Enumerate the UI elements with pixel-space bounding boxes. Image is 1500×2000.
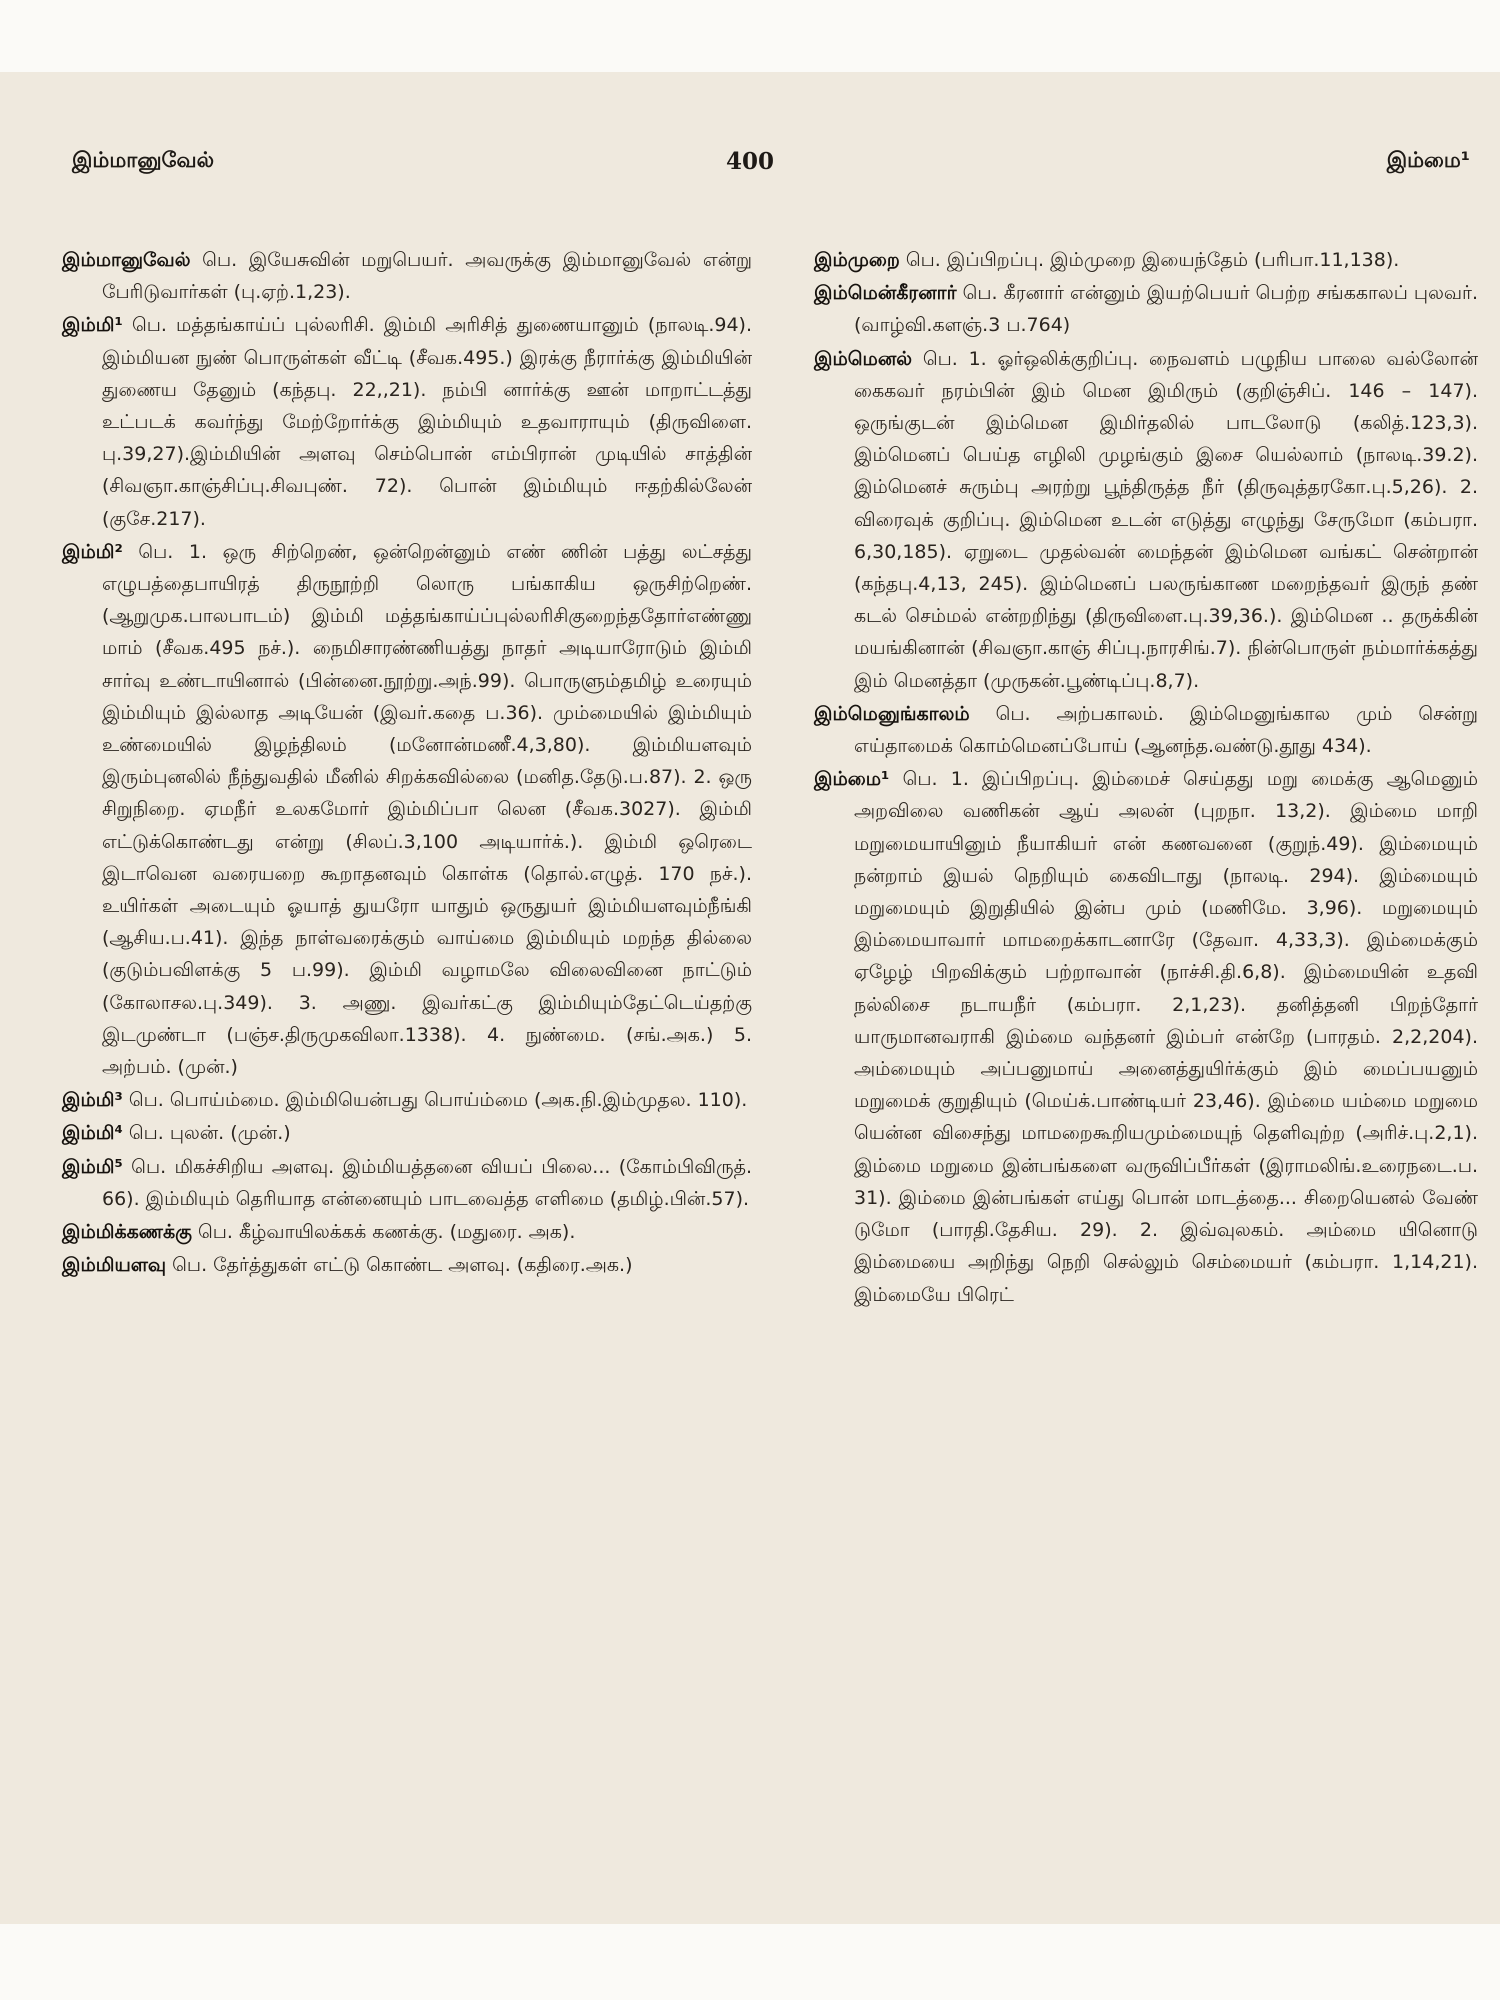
entry-headword: இம்மை¹ [814,768,890,791]
dictionary-entry [62,1117,752,1149]
dictionary-entry [62,1151,752,1215]
entry-headword: இம்மி⁵ [62,1155,123,1178]
entry-headword: இம்மி¹ [62,314,123,337]
entry-headword: இம்மிக்கணக்கு [62,1221,192,1244]
entry-headword: இம்மி² [62,540,123,563]
entry-headword: இம்மானுவேல் [62,249,191,271]
header-left-word: இம்மானுவேல் [72,148,214,172]
left-column [62,244,752,1283]
page-number: 400 [725,148,774,175]
entry-headword: இம்மியளவு [62,1254,167,1277]
entry-headword: இம்மெனுங்காலம் [814,702,970,725]
dictionary-page [0,72,1500,1924]
entry-body: பெ. 1. இப்பிறப்பு. இம்மைச் செய்தது மறு மைக்கு ஆமெனும் அறவிலை வணிகன் ஆய் அலன் (புறநா. 13,2). இம்மை மாறி மறுமையாயினும் நீயாகியர் என் கணவனை (குறுந்.49). இம்மையும் நன்றாம் இயல் நெறியும் கைவிடாது (நாலடி. 294). இம்மையும் மறுமையும் இறுதியில் இன்ப மும் (மணிமே. 3,96). மறுமையும் இம்மையாவார் மாமறைக்காடனாரே (தேவா. 4,33,3). இம்மைக்கும் ஏழேழ் பிறவிக்கும் பற்றாவான் (நாச்சி.தி.6,8). இம்மையின் உதவி நல்லிசை நடாயநீர் (கம்பரா. 2,1,23). தனித்தனி பிறந்தோர் யாருமானவராகி இம்மை வந்தனர் இம்பர் என்றே (பாரதம். 2,2,204). அம்மையும் அப்பனுமாய் அனைத்துயிர்க்கும் இம் மைப்பயனும் மறுமைக் குறுதியும் (மெய்க்.பாண்டியர் 23,46). இம்மை யம்மை மறுமை யென்ன விசைந்து மாமறைகூறியமும்மையுந் தெளிவுற்ற (அரிச்.பு.2,1). இம்மை மறுமை இன்பங்களை வருவிப்பீர்கள் (இராமலிங்.உரைநடை.ப. 31). இம்மை இன்பங்கள் எய்து பொன் மாடத்தை... சிறையெனல் வேண் டுமோ (பாரதி.தேசிய. 29). 2. இவ்வுலகம். அம்மை யினொடு இம்மையை அறிந்து நெறி செல்லும் செம்மையர் (கம்பரா. 1,14,21). இம்மையே பிரெட் [854,768,1479,1306]
entry-body: பெ. கீழ்வாயிலக்கக் கணக்கு. (மதுரை. அக). [197,1221,576,1244]
entry-body: பெ. மத்தங்காய்ப் புல்லரிசி. இம்மி அரிசித் துணையானும் (நாலடி.94). இம்மியன நுண் பொருள்கள் வீட்டி (சீவக.495.) இரக்கு நீரார்க்கு இம்மியின் துணைய தேனும் (கந்தபு. 22,,21). நம்பி னார்க்கு ஊன் மாறாட்டத்து உட்படக் கவர்ந்து மேற்றோர்க்கு இம்மியும் உதவாராயும் (திருவிளை. பு.39,27).இம்மியின் அளவு செம்பொன் எம்பிரான் முடியில் சாத்தின் (சிவஞா.காஞ்சிப்பு.சிவபுண். 72). பொன் இம்மியும் ஈதற்கில்லேன் (குசே.217). [102,314,752,530]
dictionary-entry [62,309,752,534]
header-right-word: இம்மை¹ [1386,148,1470,172]
entry-body: பெ. மிகச்சிறிய அளவு. இம்மியத்தனை வியப் பிலை... (கோம்பிவிருத். 66). இம்மியும் தெரியாத என்னையும் பாடவைத்த எளிமை (தமிழ்.பின்.57). [102,1155,752,1210]
entry-body: பெ. கீரனார் என்னும் இயற்பெயர் பெற்ற சங்ககாலப் புலவர். (வாழ்வி.களஞ்.3 ப.764) [854,282,1478,337]
entry-body: பெ. புலன். (முன்.) [128,1122,291,1145]
dictionary-entry [814,343,1478,697]
right-column [814,244,1478,1312]
entry-body: பெ. 1. ஒரு சிற்றெண், ஒன்றென்னும் எண் ணின் பத்து லட்சத்து எழுபத்தைபாயிரத் திருநூற்றி லொரு பங்காகிய ஒருசிற்றெண். (ஆறுமுக.பாலபாடம்) இம்மி மத்தங்காய்ப்புல்லரிசிகுறைந்ததோர்எண்ணு மாம் (சீவக.495 நச்.). நைமிசாரண்ணியத்து நாதர் அடியாரோடும் இம்மி சார்வு உண்டாயினால் (பின்னை.நூற்று.அந்.99). பொருளும்தமிழ் உரையும் இம்மியும் இல்லாத அடியேன் (இவர்.கதை ப.36). மும்மையில் இம்மியும் உண்மையில் இழந்திலம் (மனோன்மணீ.4,3,80). இம்மியளவும் இரும்புனலில் நீந்துவதில் மீனில் சிறக்கவில்லை (மனித.தேடு.ப.87). 2. ஒரு சிறுநிறை. ஏமநீர் உலகமோர் இம்மிப்பா லென (சீவக.3027). இம்மி எட்டுக்கொண்டது என்று (சிலப்.3,100 அடியார்க்.). இம்மி ஒரெடை இடாவென வரையறை கூறாதனவும் கொள்க (தொல்.எழுத். 170 நச்.). உயிர்கள் அடையும் ஓயாத் துயரோ யாதும் ஒருதுயர் இம்மியளவும்நீங்கி (ஆசிய.ப.41). இந்த நாள்வரைக்கும் வாய்மை இம்மியும் மறந்த தில்லை (குடும்பவிளக்கு 5 ப.99). இம்மி வழாமலே விலைவினை நாட்டும் (கோலாசல.பு.349). 3. அணு. இவர்கட்கு இம்மியும்தேட்டெய்தற்கு இடமுண்டா (பஞ்ச.திருமுகவிலா.1338). 4. நுண்மை. (சங்.அக.) 5. அற்பம். (முன்.) [102,540,752,1079]
dictionary-entry [62,1084,752,1116]
dictionary-entry [62,1216,752,1248]
entry-body: பெ. தேர்த்துகள் எட்டு கொண்ட அளவு. (கதிரை.அக.) [172,1254,633,1277]
entry-headword: இம்முறை [814,249,900,271]
entry-headword: இம்மெனல் [814,347,913,370]
entry-headword: இம்மி⁴ [62,1122,123,1145]
dictionary-entry [814,763,1478,1310]
entry-body: பெ. 1. ஓர்ஒலிக்குறிப்பு. நைவளம் பழுநிய பாலை வல்லோன் கைகவர் நரம்பின் இம் மென இமிரும் (குறிஞ்சிப். 146 – 147). ஒருங்குடன் இம்மென இமிர்தலில் பாடலோடு (கலித்.123,3). இம்மெனப் பெய்த எழிலி முழங்கும் இசை யெல்லாம் (நாலடி.39.2). இம்மெனச் சுரும்பு அரற்று பூந்திருத்த நீர் (திருவுத்தரகோ.பு.5,26). 2. விரைவுக் குறிப்பு. இம்மென உடன் எடுத்து எழுந்து சேருமோ (கம்பரா. 6,30,185). ஏறுடை முதல்வன் மைந்தன் இம்மென வங்கட் சென்றான் (கந்தபு.4,13, 245). இம்மெனப் பலருங்காண மறைந்தவர் இருந் தண் கடல் செம்மல் என்றறிந்து (திருவிளை.பு.39,36.). இம்மென .. தருக்கின் மயங்கினான் (சிவஞா.காஞ் சிப்பு.நாரசிங்.7). நின்பொருள் நம்மார்க்கத்து இம் மெனத்தா (முருகன்.பூண்டிப்பு.8,7). [854,347,1478,692]
dictionary-entry [814,244,1478,276]
entry-body: பெ. பொய்ம்மை. இம்மியென்பது பொய்ம்மை (அக.நி.இம்முதல. 110). [128,1089,748,1112]
entry-body: பெ. அற்பகாலம். இம்மெனுங்கால மும் சென்று எய்தாமைக் கொம்மெனப்போய் (ஆனந்த.வண்டு.தூது 434). [854,702,1478,758]
entry-headword: இம்மி³ [62,1089,123,1112]
dictionary-entry [814,698,1478,762]
entry-body: பெ. இயேசுவின் மறுபெயர். அவருக்கு இம்மானுவேல் என்று பேரிடுவார்கள் (பு.ஏற்.1,23). [102,249,753,304]
dictionary-entry [814,277,1478,341]
dictionary-entry [62,536,752,1083]
entry-headword: இம்மென்கீரனார் [814,282,957,305]
dictionary-entry [62,1249,752,1281]
dictionary-entry [62,244,752,308]
entry-body: பெ. இப்பிறப்பு. இம்முறை இயைந்தேம் (பரிபா.11,138). [905,249,1400,271]
